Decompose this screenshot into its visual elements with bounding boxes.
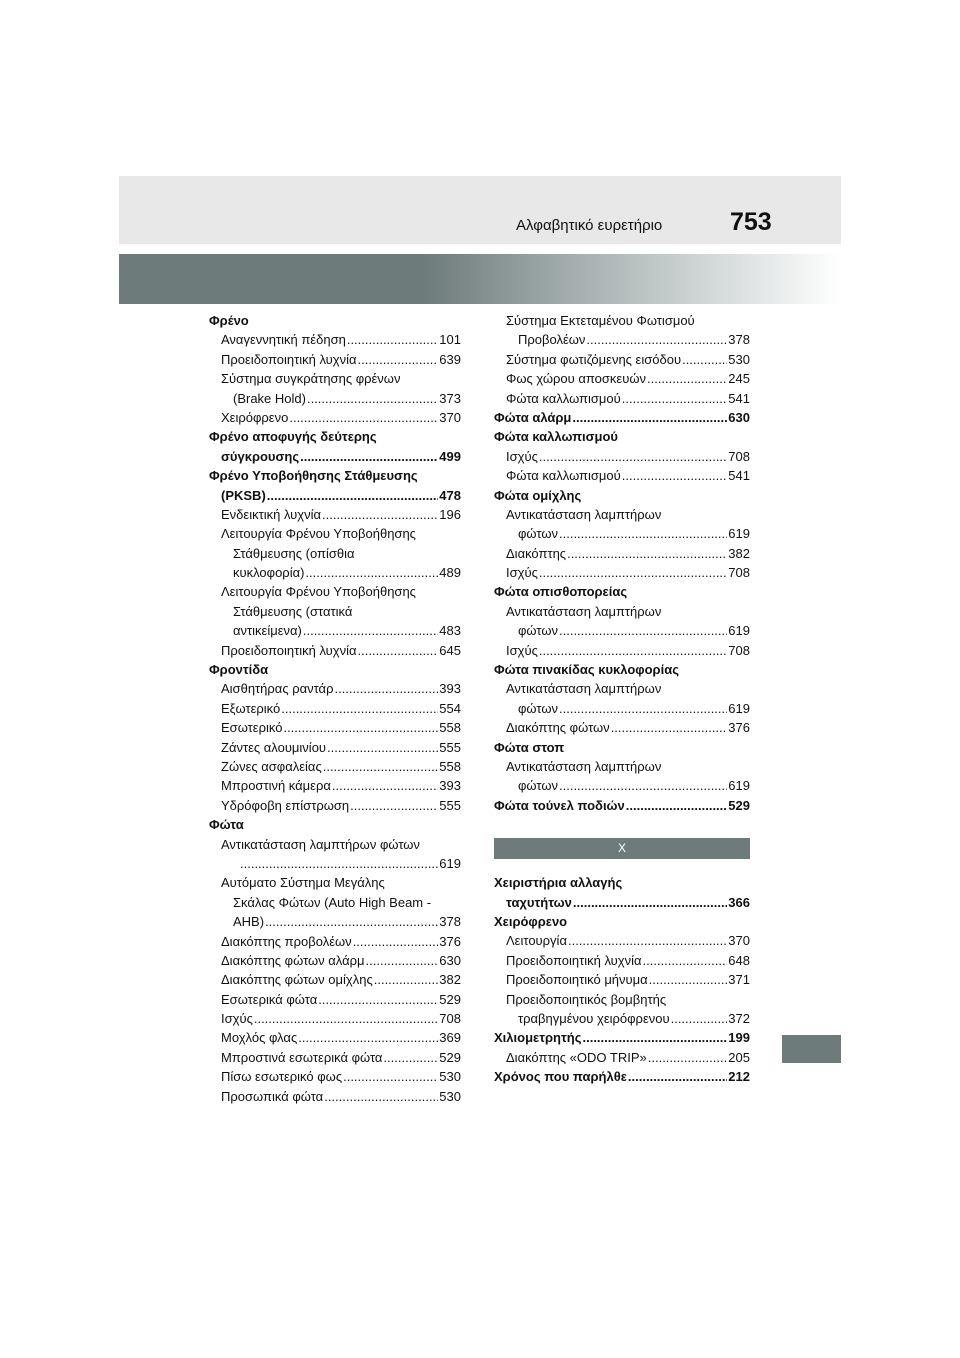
index-entry-page: 708 <box>728 642 750 658</box>
index-entry <box>209 970 461 989</box>
dot-leader <box>582 1028 727 1047</box>
index-column-left <box>209 311 461 1106</box>
decorative-band <box>119 254 841 304</box>
index-entry-page: 639 <box>439 351 461 367</box>
index-entry <box>209 563 461 582</box>
index-entry <box>494 1048 750 1067</box>
index-entry <box>209 466 461 485</box>
index-entry-label: Χειριστήρια αλλαγής <box>494 875 623 891</box>
dot-leader <box>267 486 439 505</box>
dot-leader <box>281 699 438 718</box>
index-entry-page: 630 <box>728 409 750 425</box>
index-entry <box>494 776 750 795</box>
index-entry-label: φώτων <box>518 623 558 639</box>
index-entry-page: 196 <box>439 506 461 522</box>
index-entry-label: Προειδοποιητική λυχνία <box>221 642 357 658</box>
index-entry-page: 555 <box>439 797 461 813</box>
index-entry <box>494 738 750 757</box>
index-entry-label: Σύστημα συγκράτησης φρένων <box>221 371 401 387</box>
index-entry-label: Προσωπικά φώτα <box>221 1088 324 1104</box>
index-entry <box>494 912 750 931</box>
index-entry-label: Ζώνες ασφαλείας <box>221 758 322 774</box>
index-entry-label: Φώτα ομίχλης <box>494 487 582 503</box>
index-entry <box>209 679 461 698</box>
dot-leader <box>324 1087 438 1106</box>
index-entry-page: 376 <box>728 720 750 736</box>
index-entry-page: 478 <box>439 487 461 503</box>
dot-leader <box>300 447 438 466</box>
index-entry-label: Φροντίδα <box>209 662 269 678</box>
index-entry <box>209 427 461 446</box>
index-entry <box>209 524 461 543</box>
index-entry-label: αντικείμενα) <box>233 623 302 639</box>
index-entry <box>209 854 461 873</box>
index-entry-label: Μπροστινά εσωτερικά φώτα <box>221 1049 383 1065</box>
index-entry <box>494 679 750 698</box>
dot-leader <box>539 563 727 582</box>
index-entry <box>209 1048 461 1067</box>
index-entry <box>494 1028 750 1047</box>
index-entry <box>494 1009 750 1028</box>
index-entry-page: 619 <box>728 778 750 794</box>
index-entry-label: Πίσω εσωτερικό φως <box>221 1069 343 1085</box>
index-entry-page: 369 <box>439 1030 461 1046</box>
index-entry <box>209 641 461 660</box>
index-entry <box>209 389 461 408</box>
index-entry-label: φώτων <box>518 526 558 542</box>
dot-leader <box>289 408 438 427</box>
index-entry-label: Λειτουργία Φρένου Υποβοήθησης <box>221 526 416 542</box>
index-entry-label: Φρένο Υποβοήθησης Στάθμευσης <box>209 468 418 484</box>
index-entry <box>494 505 750 524</box>
index-entry-page: 645 <box>439 642 461 658</box>
index-entry-label: Αντικατάσταση λαμπτήρων <box>506 506 662 522</box>
index-entry-label: Χειρόφρενο <box>494 913 568 929</box>
index-entry-label: Μπροστινή κάμερα <box>221 778 331 794</box>
index-entry <box>209 408 461 427</box>
index-entry-label: (PKSB) <box>221 487 266 503</box>
index-entry-label: Σύστημα φωτιζόμενης εισόδου <box>506 351 682 367</box>
dot-leader <box>307 389 438 408</box>
index-entry <box>209 932 461 951</box>
index-entry <box>209 544 461 563</box>
dot-leader <box>559 524 727 543</box>
index-entry-page: 530 <box>728 351 750 367</box>
index-entry-label: Στάθμευσης (οπίσθια <box>233 545 355 561</box>
index-entry <box>494 524 750 543</box>
index-entry-label: Χειρόφρενο <box>221 409 289 425</box>
index-entry-page: 199 <box>728 1030 750 1046</box>
index-entry-label: Σύστημα Εκτεταμένου Φωτισμού <box>506 313 695 328</box>
index-entry-label: Χιλιομετρητής <box>494 1030 582 1046</box>
dot-leader <box>240 854 438 873</box>
dot-leader <box>682 350 727 369</box>
dot-leader <box>611 718 728 737</box>
index-entry-label: Εσωτερικά φώτα <box>221 991 318 1007</box>
dot-leader <box>298 1028 438 1047</box>
index-entry-label: Διακόπτης «ODO TRIP» <box>506 1049 647 1065</box>
index-entry-page: 558 <box>439 720 461 736</box>
index-entry <box>209 330 461 349</box>
index-entry-label: φώτων <box>518 778 558 794</box>
dot-leader <box>559 776 727 795</box>
dot-leader <box>366 951 439 970</box>
index-entry-label: Σκάλας Φώτων (Auto High Beam - <box>233 894 432 910</box>
dot-leader <box>374 970 439 989</box>
index-entry-label: Ισχύς <box>506 642 538 658</box>
index-entry-label: Αντικατάσταση λαμπτήρων <box>506 603 662 619</box>
dot-leader <box>303 621 438 640</box>
index-entry <box>209 738 461 757</box>
index-entry-page: 619 <box>439 855 461 871</box>
index-entry-page: 212 <box>728 1069 750 1085</box>
index-entry <box>494 350 750 369</box>
index-entry-page: 370 <box>728 933 750 949</box>
dot-leader <box>573 893 727 912</box>
index-entry <box>494 311 750 330</box>
dot-leader <box>572 408 727 427</box>
index-entry <box>209 951 461 970</box>
dot-leader <box>539 641 727 660</box>
index-entry-label: Προειδοποιητική λυχνία <box>506 952 642 968</box>
index-entry-page: 530 <box>439 1088 461 1104</box>
index-entry-label: Φώτα πινακίδας κυκλοφορίας <box>494 662 679 678</box>
index-entry-label: Διακόπτης προβολέων <box>221 933 352 949</box>
index-entry <box>494 931 750 950</box>
dot-leader <box>265 912 438 931</box>
index-entry-label: Φώτα οπισθοπορείας <box>494 584 628 600</box>
dot-leader <box>254 1009 438 1028</box>
index-entry-page: 555 <box>439 739 461 755</box>
index-entry <box>494 544 750 563</box>
index-entry-page: 393 <box>439 778 461 794</box>
index-entry-page: 619 <box>728 700 750 716</box>
dot-leader <box>648 1048 728 1067</box>
index-entry <box>494 447 750 466</box>
index-entry-page: 373 <box>439 390 461 406</box>
index-entry-label: Διακόπτης φώτων <box>506 720 610 736</box>
index-entry-label: Διακόπτης <box>506 545 567 561</box>
dot-leader <box>647 369 727 388</box>
dot-leader <box>332 776 438 795</box>
dot-leader <box>622 466 728 485</box>
index-entry <box>209 718 461 737</box>
index-entry <box>494 466 750 485</box>
index-column-right <box>494 311 750 1086</box>
index-entry-label: Μοχλός φλας <box>221 1030 298 1046</box>
dot-leader <box>559 699 727 718</box>
dot-leader <box>323 757 439 776</box>
index-entry <box>209 815 461 834</box>
index-entry <box>494 699 750 718</box>
index-entry-label: Αισθητήρας ραντάρ <box>221 681 334 697</box>
index-entry-label: Φώτα αλάρμ <box>494 409 572 425</box>
index-entry <box>494 486 750 505</box>
index-entry <box>209 796 461 815</box>
index-entry-label: Λειτουργία <box>506 933 567 949</box>
dot-leader <box>671 1009 728 1028</box>
index-entry <box>209 311 461 330</box>
index-entry-page: 393 <box>439 681 461 697</box>
section-tab-marker <box>782 1035 841 1063</box>
index-entry <box>209 350 461 369</box>
section-header-x: Χ <box>494 838 750 859</box>
index-entry-label: Εξωτερικό <box>221 700 281 716</box>
index-entry-page: 483 <box>439 623 461 639</box>
index-entry <box>494 718 750 737</box>
index-entry-page: 708 <box>439 1011 461 1027</box>
index-entry <box>209 660 461 679</box>
index-entry <box>209 369 461 388</box>
index-entry <box>209 582 461 601</box>
index-entry-page: 366 <box>728 894 750 910</box>
index-entry-page: 530 <box>439 1069 461 1085</box>
index-entry <box>209 776 461 795</box>
index-entry-page: 370 <box>439 409 461 425</box>
index-entry-page: 372 <box>728 1010 750 1026</box>
index-entry <box>209 699 461 718</box>
dot-leader <box>539 447 727 466</box>
dot-leader <box>327 738 438 757</box>
index-entry-label: Φώτα καλλωπισμού <box>506 390 621 406</box>
index-entry-label: Αντικατάσταση λαμπτήρων <box>506 758 662 774</box>
index-entry <box>494 990 750 1009</box>
dot-leader <box>334 679 438 698</box>
index-entry-label: κυκλοφορία) <box>233 565 305 581</box>
page-number: 753 <box>730 208 772 236</box>
index-entry-label: Αντικατάσταση λαμπτήρων φώτων <box>221 836 420 852</box>
index-entry-label: Φως χώρου αποσκευών <box>506 371 646 387</box>
dot-leader <box>283 718 438 737</box>
index-entry-label: Φώτα στοπ <box>494 739 565 755</box>
index-entry-label: τραβηγμένου χειρόφρενου <box>518 1010 670 1026</box>
index-entry-label: Φρένο <box>209 313 249 328</box>
index-entry-page: 245 <box>728 371 750 387</box>
index-entry-label: (Brake Hold) <box>233 390 306 406</box>
index-entry-label: Στάθμευσης (στατικά <box>233 603 353 619</box>
index-entry-label: Ενδεικτική λυχνία <box>221 506 321 522</box>
dot-leader <box>353 932 439 951</box>
index-entry <box>209 835 461 854</box>
index-entry <box>209 893 461 912</box>
index-entry-page: 529 <box>439 1049 461 1065</box>
dot-leader <box>567 544 727 563</box>
index-entry-page: 382 <box>439 972 461 988</box>
index-entry-label: Λειτουργία Φρένου Υποβοήθησης <box>221 584 416 600</box>
index-entry <box>209 447 461 466</box>
index-entry-label: Ισχύς <box>506 448 538 464</box>
index-entry-page: 205 <box>728 1049 750 1065</box>
index-entry-page: 541 <box>728 468 750 484</box>
dot-leader <box>358 350 439 369</box>
index-entry <box>209 505 461 524</box>
dot-leader <box>622 389 728 408</box>
index-entry-label: Φρένο αποφυγής δεύτερης <box>209 429 377 445</box>
index-entry-label: Φώτα τούνελ ποδιών <box>494 797 625 813</box>
dot-leader <box>626 796 728 815</box>
index-entry <box>494 563 750 582</box>
index-entry-label: Φώτα καλλωπισμού <box>506 468 621 484</box>
index-entry-label: σύγκρουσης <box>221 448 300 464</box>
index-entry-page: 529 <box>439 991 461 1007</box>
index-entry-page: 378 <box>728 332 750 348</box>
index-entry-page: 619 <box>728 623 750 639</box>
index-entry <box>209 757 461 776</box>
index-entry <box>494 621 750 640</box>
header-title: Αλφαβητικό ευρετήριο <box>516 217 663 234</box>
index-entry-label: Ισχύς <box>221 1011 253 1027</box>
index-group-phi <box>494 311 750 815</box>
index-entry-label: Προειδοποιητικό μήνυμα <box>506 972 648 988</box>
index-entry <box>209 912 461 931</box>
index-entry-page: 529 <box>728 797 750 813</box>
index-entry <box>494 427 750 446</box>
index-entry-page: 541 <box>728 390 750 406</box>
dot-leader <box>305 563 438 582</box>
index-entry-label: Χρόνος που παρήλθε <box>494 1069 627 1085</box>
dot-leader <box>586 330 727 349</box>
index-entry-page: 554 <box>439 700 461 716</box>
index-entry-label: φώτων <box>518 700 558 716</box>
index-entry-label: Προβολέων <box>518 332 586 348</box>
dot-leader <box>643 951 728 970</box>
dot-leader <box>383 1048 438 1067</box>
index-entry-page: 558 <box>439 758 461 774</box>
index-entry-label: Διακόπτης φώτων ομίχλης <box>221 972 373 988</box>
index-entry <box>209 1087 461 1106</box>
dot-leader <box>649 970 728 989</box>
index-entry <box>494 389 750 408</box>
dot-leader <box>350 796 438 815</box>
index-entry <box>494 796 750 815</box>
index-entry-label: Αντικατάσταση λαμπτήρων <box>506 681 662 697</box>
dot-leader <box>559 621 727 640</box>
index-group-chi <box>494 873 750 1086</box>
index-entry-page: 489 <box>439 565 461 581</box>
dot-leader <box>358 641 439 660</box>
dot-leader <box>628 1067 727 1086</box>
index-entry <box>494 873 750 892</box>
index-entry <box>494 602 750 621</box>
index-entry <box>494 951 750 970</box>
index-entry <box>494 660 750 679</box>
index-entry-page: 499 <box>439 448 461 464</box>
index-entry <box>209 1028 461 1047</box>
index-entry-page: 619 <box>728 526 750 542</box>
index-entry-label: Φώτα <box>209 817 244 833</box>
index-entry-page: 708 <box>728 448 750 464</box>
index-entry <box>209 486 461 505</box>
index-entry <box>494 408 750 427</box>
index-entry <box>209 602 461 621</box>
index-entry-page: 378 <box>439 914 461 930</box>
index-entry-page: 708 <box>728 565 750 581</box>
index-entry-label: AHB) <box>233 914 265 930</box>
index-entry <box>494 641 750 660</box>
dot-leader <box>347 330 438 349</box>
index-entry <box>209 990 461 1009</box>
index-entry <box>494 369 750 388</box>
dot-leader <box>318 990 438 1009</box>
index-entry-label: Προειδοποιητικός βομβητής <box>506 991 667 1007</box>
index-entry <box>209 621 461 640</box>
index-entry <box>209 873 461 892</box>
index-entry <box>494 970 750 989</box>
index-entry-label: Εσωτερικό <box>221 720 283 736</box>
index-entry-label: Ισχύς <box>506 565 538 581</box>
index-entry-label: Φώτα καλλωπισμού <box>494 429 618 445</box>
index-entry-label: Υδρόφοβη επίστρωση <box>221 797 350 813</box>
index-entry <box>209 1067 461 1086</box>
index-entry <box>494 757 750 776</box>
index-entry <box>494 582 750 601</box>
index-entry-page: 630 <box>439 952 461 968</box>
index-entry <box>494 330 750 349</box>
dot-leader <box>343 1067 438 1086</box>
dot-leader <box>322 505 438 524</box>
index-entry-page: 376 <box>439 933 461 949</box>
index-entry-page: 382 <box>728 545 750 561</box>
index-entry-label: ταχυτήτων <box>506 894 572 910</box>
index-entry-label: Ζάντες αλουμινίου <box>221 739 327 755</box>
index-entry-page: 101 <box>439 332 461 348</box>
index-entry-page: 648 <box>728 952 750 968</box>
index-entry-label: Προειδοποιητική λυχνία <box>221 351 357 367</box>
index-entry-page: 371 <box>728 972 750 988</box>
dot-leader <box>568 931 727 950</box>
index-entry-label: Διακόπτης φώτων αλάρμ <box>221 952 365 968</box>
index-entry <box>209 1009 461 1028</box>
index-entry-label: Αυτόματο Σύστημα Μεγάλης <box>221 875 385 891</box>
index-entry-label: Αναγεννητική πέδηση <box>221 332 346 348</box>
index-entry <box>494 893 750 912</box>
index-entry <box>494 1067 750 1086</box>
